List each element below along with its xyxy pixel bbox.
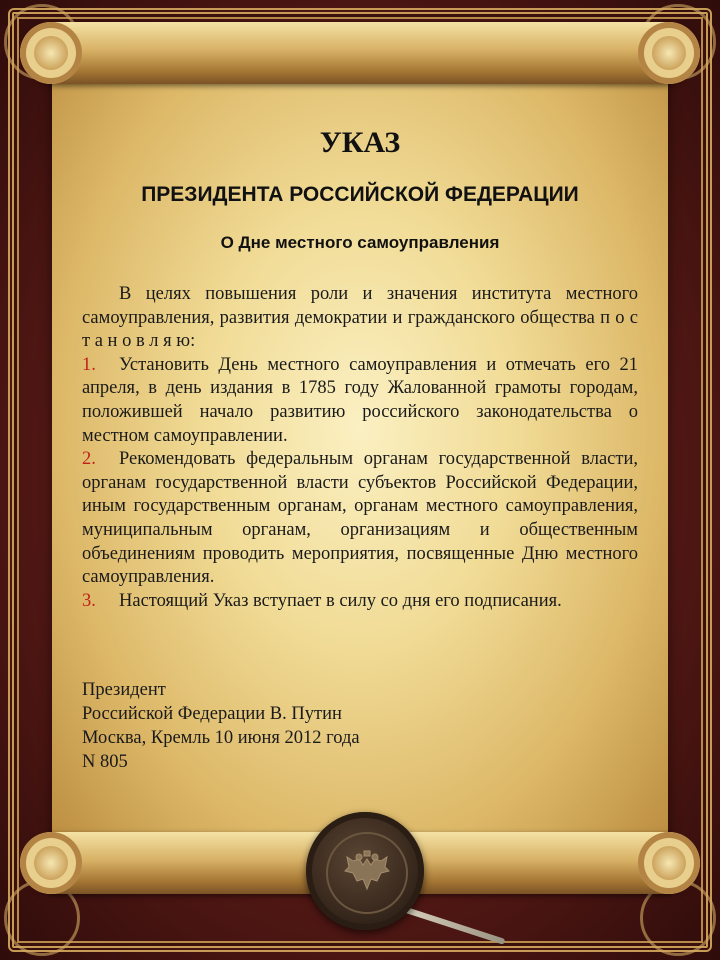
- decree-subtitle: ПРЕЗИДЕНТА РОССИЙСКОЙ ФЕДЕРАЦИИ: [141, 183, 579, 206]
- item-text: Настоящий Указ вступает в силу со дня его подписания.: [119, 590, 562, 611]
- signature-line: N 805: [82, 752, 128, 772]
- decree-heading: О Дне местного самоуправления: [220, 233, 500, 252]
- signature-line: Москва, Кремль 10 июня 2012 года: [82, 728, 360, 748]
- item-number: 3.: [82, 590, 96, 611]
- scroll-top-roll: [26, 22, 694, 84]
- scroll-roll-end: [20, 22, 82, 84]
- decree-item: [82, 590, 638, 614]
- signature-line: Российской Федерации В. Путин: [82, 704, 342, 724]
- item-number: 2.: [82, 449, 96, 470]
- decree-item: [82, 448, 638, 590]
- item-number: 1.: [82, 354, 96, 375]
- decree-title: УКАЗ: [319, 126, 401, 159]
- decree-item: [82, 354, 638, 448]
- scroll-roll-end: [20, 832, 82, 894]
- item-text: Установить День местного самоуправления и отмечать его 21 апреля, в день издания в 1785 году Жалованной грамоты городам, положившей начало развитию российского законодательства о местном самоуправлении.: [82, 354, 638, 446]
- item-text: Рекомендовать федеральным органам государственной власти, органам государственной власти субъектов Российской Федерации, иным государственным органам, органам местного самоуправления, муниципальным органам, организациям и общественным объединениям проводить мероприятия, посвященные Дню местного самоуправления.: [82, 449, 638, 588]
- scroll-roll-end: [638, 22, 700, 84]
- decree-body: [82, 283, 638, 613]
- scroll-roll-end: [638, 832, 700, 894]
- decree-intro: В целях повышения роли и значения института местного самоуправления, развития демократии и гражданского общества п о с т а н о в л я ю:: [82, 284, 638, 352]
- signature-line: Президент: [82, 680, 166, 700]
- wax-seal: [306, 812, 424, 930]
- double-headed-eagle-icon: [339, 845, 395, 901]
- signature-block: [82, 678, 502, 774]
